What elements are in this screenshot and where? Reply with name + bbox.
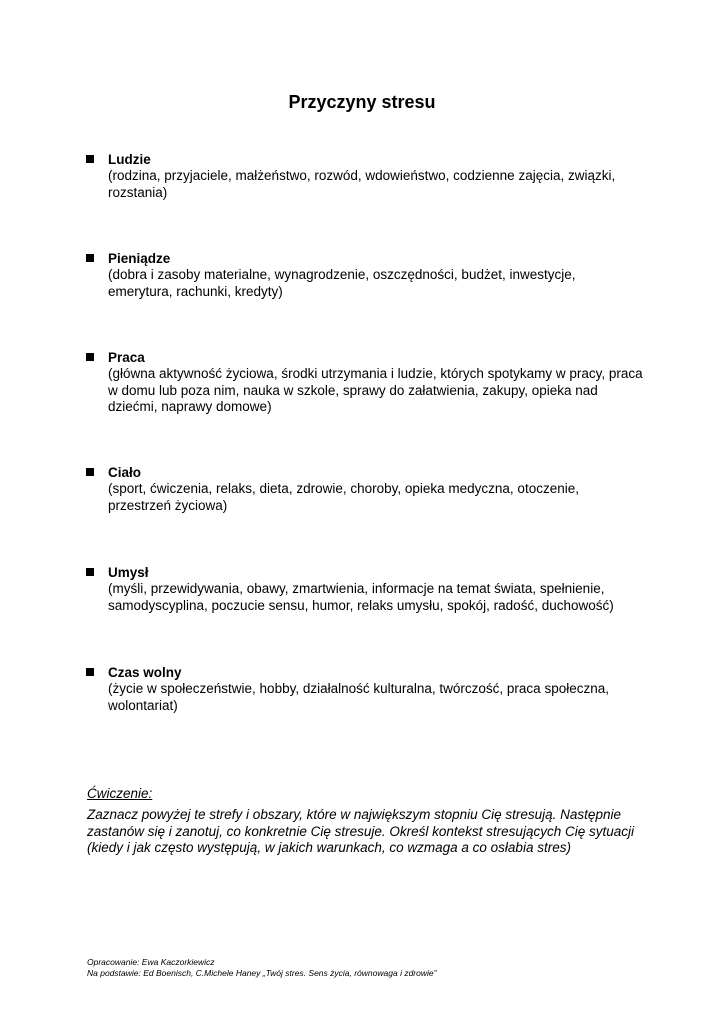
section-title: Czas wolny bbox=[108, 665, 182, 680]
footer bbox=[87, 957, 436, 979]
section-title: Praca bbox=[108, 350, 145, 365]
exercise-text: Zaznacz powyżej te strefy i obszary, które w największym stopniu Cię stresują. Następnie zastanów się i zanotuj, co konkretnie Cię stresuje. Określ kontekst stresujących Cię sytuacji (kiedy i jak często występują, w jakich warunkach, co wzmaga a co osłabia stres) bbox=[87, 807, 634, 855]
square-bullet-icon bbox=[86, 568, 94, 576]
section-title: Umysł bbox=[108, 565, 149, 580]
section-pieniadze bbox=[86, 251, 646, 301]
section-description: (rodzina, przyjaciele, małżeństwo, rozwód, wdowieństwo, codzienne zajęcia, związki, rozstania) bbox=[108, 168, 616, 200]
section-title: Ciało bbox=[108, 465, 142, 480]
section-description: (główna aktywność życiowa, środki utrzymania i ludzie, których spotykamy w pracy, praca w domu lub poza nim, nauka w szkole, sprawy do załatwienia, zakupy, opieka nad dziećmi, naprawy domowe) bbox=[108, 366, 643, 414]
exercise-heading: Ćwiczenie: bbox=[87, 786, 153, 801]
section-cialo bbox=[86, 465, 646, 515]
section-umysl bbox=[86, 565, 646, 615]
section-title: Pieniądze bbox=[108, 251, 171, 266]
square-bullet-icon bbox=[86, 468, 94, 476]
section-description: (dobra i zasoby materialne, wynagrodzenie, oszczędności, budżet, inwestycje, emerytura, rachunki, kredyty) bbox=[108, 267, 576, 299]
square-bullet-icon bbox=[86, 155, 94, 163]
section-ludzie bbox=[86, 152, 646, 202]
square-bullet-icon bbox=[86, 254, 94, 262]
footer-author: Opracowanie: Ewa Kaczorkiewicz bbox=[87, 957, 215, 967]
square-bullet-icon bbox=[86, 353, 94, 361]
section-description: (myśli, przewidywania, obawy, zmartwienia, informacje na temat świata, spełnienie, samodyscyplina, poczucie sensu, humor, relaks umysłu, spokój, radość, duchowość) bbox=[108, 581, 614, 613]
section-title: Ludzie bbox=[108, 152, 151, 167]
page-title: Przyczyny stresu bbox=[288, 92, 436, 112]
section-description: (sport, ćwiczenia, relaks, dieta, zdrowie, choroby, opieka medyczna, otoczenie, przestrzeń życiowa) bbox=[108, 481, 579, 513]
section-praca bbox=[86, 350, 646, 416]
square-bullet-icon bbox=[86, 668, 94, 676]
section-description: (życie w społeczeństwie, hobby, działalność kulturalna, twórczość, praca społeczna, wolontariat) bbox=[108, 681, 609, 713]
section-czas-wolny bbox=[86, 665, 646, 715]
footer-source: Na podstawie: Ed Boenisch, C.Michele Haney „Twój stres. Sens życia, równowaga i zdrowie” bbox=[87, 968, 437, 978]
